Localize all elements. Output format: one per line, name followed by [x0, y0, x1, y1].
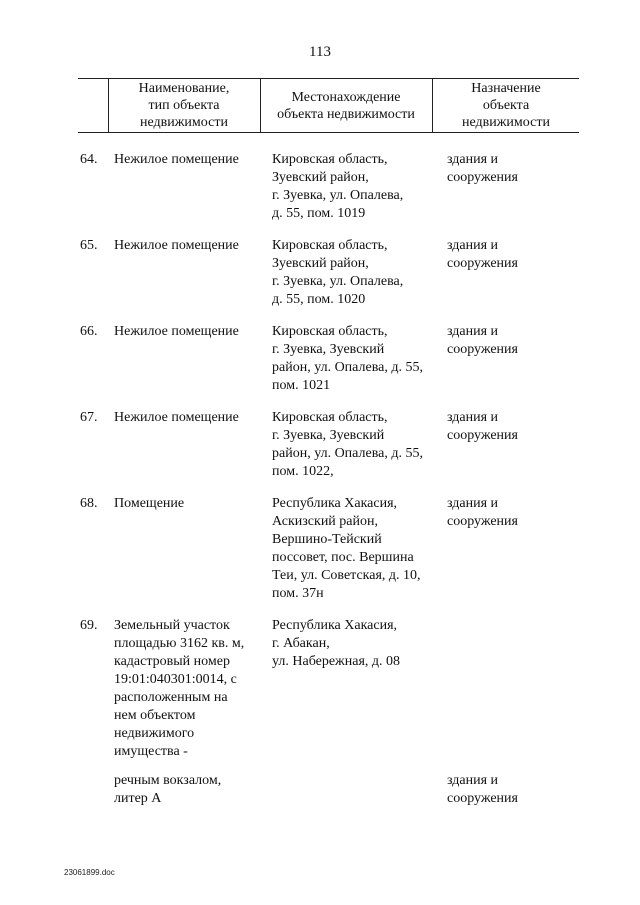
footer-filename: 23061899.doc — [64, 868, 115, 877]
row-location: Кировская область, Зуевский район, г. Зуевка, ул. Опалева, д. 55, пом. 1019 — [272, 152, 404, 221]
row-name: Помещение — [114, 496, 185, 511]
row-purpose: здания и сооружения — [447, 410, 518, 443]
row-location: Кировская область, Зуевский район, г. Зуевка, ул. Опалева, д. 55, пом. 1020 — [272, 238, 404, 307]
row-name: Нежилое помещение — [114, 238, 239, 253]
row-location: Кировская область, г. Зуевка, Зуевский район, ул. Опалева, д. 55, пом. 1022, — [272, 410, 423, 479]
row-location: Кировская область, г. Зуевка, Зуевский район, ул. Опалева, д. 55, пом. 1021 — [272, 324, 423, 393]
row-name: речным вокзалом, литер А — [114, 773, 222, 806]
row-number: 69. — [80, 618, 98, 633]
row-purpose: здания и сооружения — [447, 496, 518, 529]
row-number: 64. — [80, 152, 98, 167]
page-number: 113 — [309, 44, 331, 60]
table-header — [78, 78, 579, 133]
row-location: Республика Хакасия, г. Абакан, ул. Набережная, д. 08 — [272, 618, 401, 669]
header-name: Наименование, тип объекта недвижимости — [138, 81, 230, 130]
row-number: 68. — [80, 496, 98, 511]
row-name: Нежилое помещение — [114, 324, 239, 339]
row-purpose: здания и сооружения — [447, 324, 518, 357]
row-number: 67. — [80, 410, 98, 425]
row-location: Республика Хакасия, Аскизский район, Вершино-Тейский поссовет, пос. Вершина Теи, ул. Советская, д. 10, пом. 37н — [272, 496, 421, 601]
header-number-column — [78, 79, 108, 132]
row-name: Земельный участок площадью 3162 кв. м, кадастровый номер 19:01:040301:0014, с расположенным на нем объектом недвижимого имущества - — [114, 618, 245, 759]
row-number: 65. — [80, 238, 98, 253]
row-purpose: здания и сооружения — [447, 773, 518, 806]
row-purpose: здания и сооружения — [447, 152, 518, 185]
row-name: Нежилое помещение — [114, 410, 239, 425]
row-name: Нежилое помещение — [114, 152, 239, 167]
row-purpose: здания и сооружения — [447, 238, 518, 271]
header-location: Местонахождение объекта недвижимости — [277, 89, 415, 122]
row-number: 66. — [80, 324, 98, 339]
header-purpose: Назначение объекта недвижимости — [462, 81, 550, 130]
